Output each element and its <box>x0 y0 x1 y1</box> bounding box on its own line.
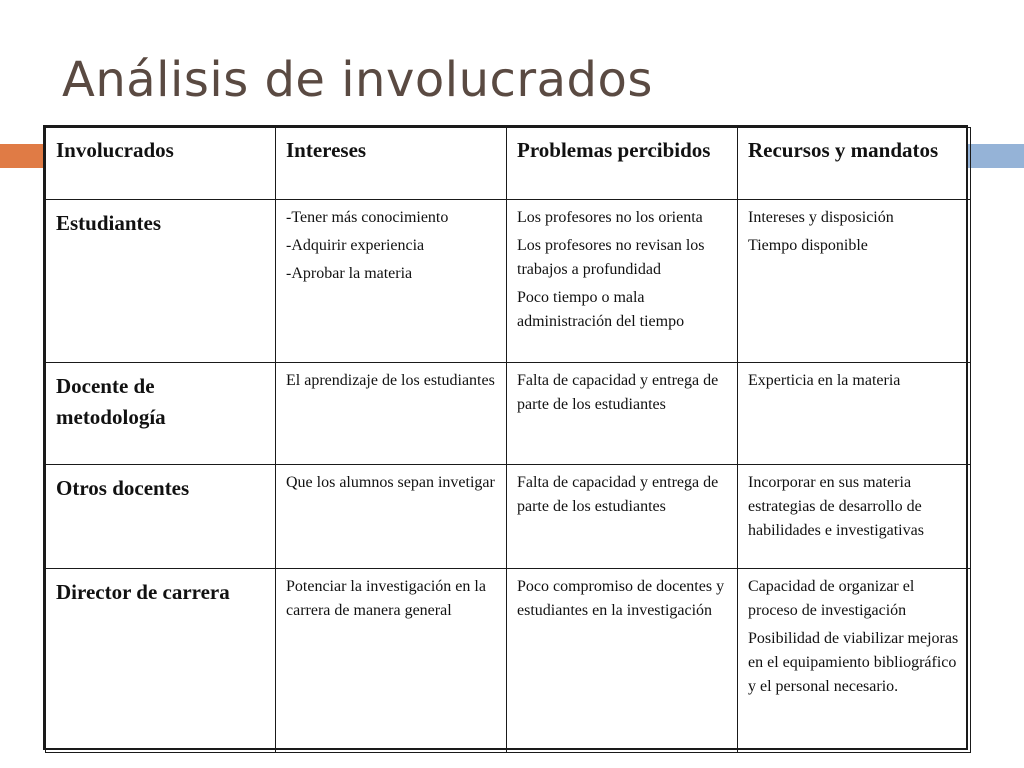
header-problemas: Problemas percibidos <box>507 128 738 200</box>
table-row <box>46 200 971 363</box>
list-item: Potenciar la investigación en la carrera de manera general <box>286 578 486 619</box>
list-item: Posibilidad de viabilizar mejoras en el equipamiento bibliográfico y el personal necesario. <box>748 630 959 695</box>
list-item: -Aprobar la materia <box>286 265 413 282</box>
list-item: Falta de capacidad y entrega de parte de los estudiantes <box>517 474 719 515</box>
header-involucrados: Involucrados <box>46 128 276 200</box>
intereses-cell <box>276 569 507 753</box>
problemas-cell <box>507 200 738 363</box>
recursos-cell <box>738 569 971 753</box>
list-item: Tiempo disponible <box>748 237 868 254</box>
stakeholder-name: Otros docentes <box>46 465 276 569</box>
intereses-cell <box>276 363 507 465</box>
stakeholder-name: Docente de metodología <box>46 363 276 465</box>
list-item: Intereses y disposición <box>748 209 894 226</box>
table-row <box>46 465 971 569</box>
page-title: Análisis de involucrados <box>62 52 653 108</box>
stakeholder-name: Estudiantes <box>46 200 276 363</box>
list-item: Los profesores no revisan los trabajos a profundidad <box>517 237 705 278</box>
header-recursos: Recursos y mandatos <box>738 128 971 200</box>
intereses-cell <box>276 465 507 569</box>
problemas-cell <box>507 569 738 753</box>
list-item: El aprendizaje de los estudiantes <box>286 372 495 389</box>
header-intereses: Intereses <box>276 128 507 200</box>
table-header-row <box>46 128 971 200</box>
list-item: Capacidad de organizar el proceso de investigación <box>748 578 915 619</box>
stakeholder-table-container <box>43 125 968 750</box>
table-row <box>46 569 971 753</box>
list-item: -Tener más conocimiento <box>286 209 449 226</box>
intereses-cell <box>276 200 507 363</box>
list-item: Que los alumnos sepan invetigar <box>286 474 495 491</box>
list-item: -Adquirir experiencia <box>286 237 425 254</box>
list-item: Falta de capacidad y entrega de parte de los estudiantes <box>517 372 719 413</box>
list-item: Poco tiempo o mala administración del tiempo <box>517 289 685 330</box>
list-item: Incorporar en sus materia estrategias de desarrollo de habilidades e investigativas <box>748 474 924 539</box>
stakeholder-name: Director de carrera <box>46 569 276 753</box>
problemas-cell <box>507 363 738 465</box>
recursos-cell <box>738 200 971 363</box>
recursos-cell <box>738 363 971 465</box>
list-item: Experticia en la materia <box>748 372 901 389</box>
list-item: Poco compromiso de docentes y estudiantes en la investigación <box>517 578 725 619</box>
table-row <box>46 363 971 465</box>
recursos-cell <box>738 465 971 569</box>
list-item: Los profesores no los orienta <box>517 209 703 226</box>
problemas-cell <box>507 465 738 569</box>
stakeholder-table <box>45 127 971 753</box>
